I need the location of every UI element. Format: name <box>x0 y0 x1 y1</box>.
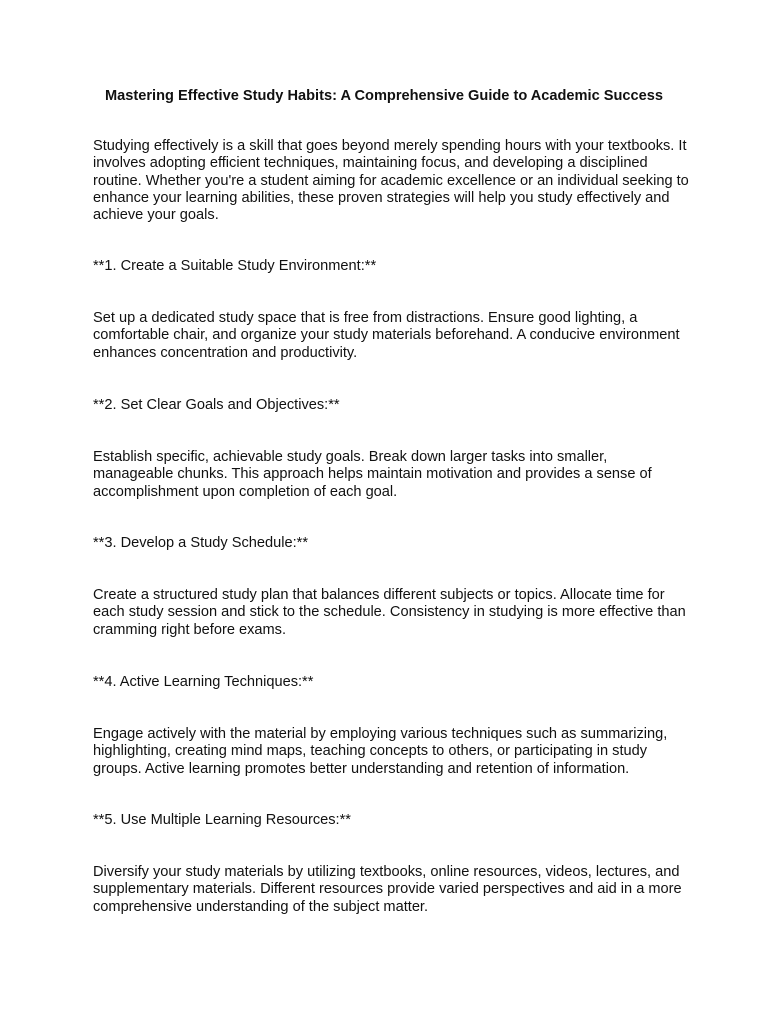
section-body-5 <box>93 864 693 916</box>
section-heading: **4. Active Learning Techniques:** <box>93 674 314 690</box>
intro-line: involves adopting efficient techniques, maintaining focus, and developing a disciplined <box>93 155 648 172</box>
section-heading-3 <box>93 535 693 552</box>
intro-paragraph <box>93 138 693 224</box>
section-heading: **1. Create a Suitable Study Environment:** <box>93 258 377 274</box>
section-body-2 <box>93 449 693 501</box>
section-line: groups. Active learning promotes better understanding and retention of information. <box>93 760 630 777</box>
section-line: accomplishment upon completion of each goal. <box>93 483 398 500</box>
section-line: highlighting, creating mind maps, teaching concepts to others, or participating in study <box>93 743 648 760</box>
section-body-1 <box>93 310 693 362</box>
section-line: Engage actively with the material by employing various techniques such as summarizing, <box>93 726 668 742</box>
section-line: Establish specific, achievable study goals. Break down larger tasks into smaller, <box>93 449 608 465</box>
section-line: Set up a dedicated study space that is free from distractions. Ensure good lighting, a <box>93 310 638 326</box>
section-heading-2 <box>93 397 693 414</box>
section-line: Create a structured study plan that balances different subjects or topics. Allocate time for <box>93 587 665 603</box>
section-line: enhances concentration and productivity. <box>93 344 358 361</box>
section-line: supplementary materials. Different resources provide varied perspectives and aid in a more <box>93 881 682 898</box>
section-line: manageable chunks. This approach helps maintain motivation and provides a sense of <box>93 466 652 483</box>
intro-line: enhance your learning abilities, these proven strategies will help you study effectively and <box>93 189 670 206</box>
section-heading-1 <box>93 258 693 275</box>
intro-line: achieve your goals. <box>93 207 219 224</box>
section-heading: **3. Develop a Study Schedule:** <box>93 535 308 551</box>
section-line: Diversify your study materials by utilizing textbooks, online resources, videos, lectures, and <box>93 864 680 880</box>
section-line: cramming right before exams. <box>93 621 287 638</box>
section-line: comprehensive understanding of the subject matter. <box>93 898 429 915</box>
section-line: comfortable chair, and organize your study materials beforehand. A conducive environment <box>93 327 680 344</box>
section-heading-5 <box>93 812 693 829</box>
intro-line: Studying effectively is a skill that goes beyond merely spending hours with your textbooks. It <box>93 138 687 154</box>
section-heading-4 <box>93 674 693 691</box>
section-line: each study session and stick to the schedule. Consistency in studying is more effective than <box>93 604 686 621</box>
section-body-4 <box>93 726 693 778</box>
section-heading: **2. Set Clear Goals and Objectives:** <box>93 397 340 413</box>
intro-line: routine. Whether you're a student aiming for academic excellence or an individual seeking to <box>93 172 689 189</box>
section-heading: **5. Use Multiple Learning Resources:** <box>93 812 351 828</box>
document-title: Mastering Effective Study Habits: A Comprehensive Guide to Academic Success <box>105 88 663 104</box>
section-body-3 <box>93 587 693 639</box>
